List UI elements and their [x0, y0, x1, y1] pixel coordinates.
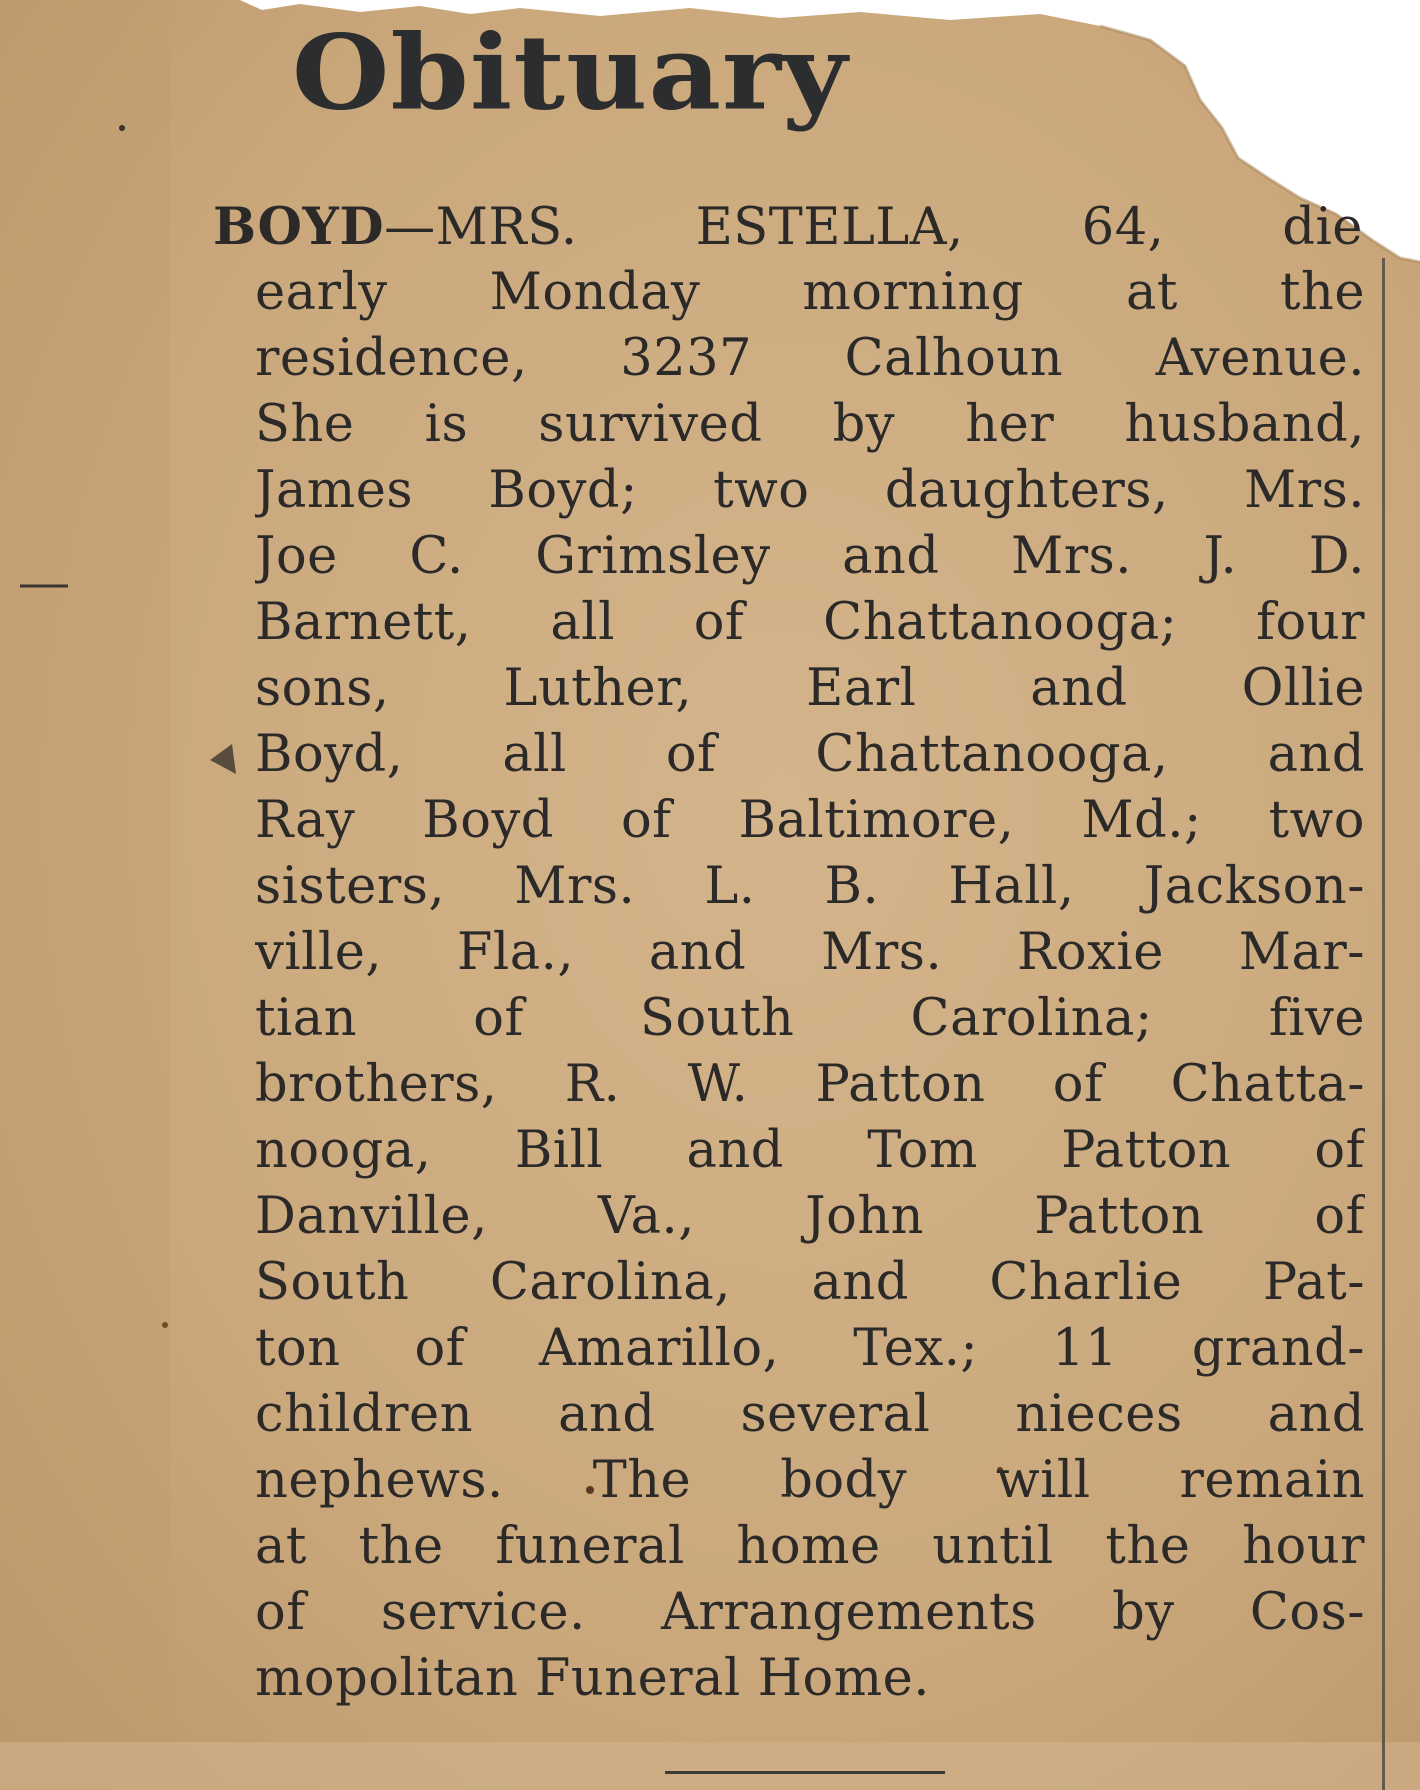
- headline: Obituary: [291, 12, 849, 134]
- article-line: [213, 196, 1363, 258]
- article-line: mopolitan Funeral Home.: [255, 1649, 930, 1708]
- paper-bottom-strip: [0, 1742, 1420, 1790]
- column-rule: [1382, 258, 1385, 1790]
- paper-left-fold: [0, 0, 170, 1790]
- article-line: Boyd, all of Chattanooga, and: [255, 725, 1365, 784]
- article-line: ton of Amarillo, Tex.; 11 grand-: [255, 1319, 1365, 1378]
- article-line: sisters, Mrs. L. B. Hall, Jackson-: [255, 857, 1365, 916]
- article-line: She is survived by her husband,: [255, 395, 1365, 454]
- article-line: tian of South Carolina; five: [255, 989, 1365, 1048]
- article-line: brothers, R. W. Patton of Chatta-: [255, 1055, 1365, 1114]
- article-line: ville, Fla., and Mrs. Roxie Mar-: [255, 923, 1365, 982]
- article-line: at the funeral home until the hour: [255, 1517, 1365, 1576]
- lead-name: BOYD: [213, 197, 385, 257]
- article-line: Joe C. Grimsley and Mrs. J. D.: [255, 527, 1365, 586]
- article-line: nooga, Bill and Tom Patton of: [255, 1121, 1365, 1180]
- article-line: of service. Arrangements by Cos-: [255, 1583, 1365, 1642]
- article-line: Ray Boyd of Baltimore, Md.; two: [255, 791, 1365, 850]
- article-line: sons, Luther, Earl and Ollie: [255, 659, 1365, 718]
- article-line: residence, 3237 Calhoun Avenue.: [255, 329, 1365, 388]
- article-line: children and several nieces and: [255, 1385, 1365, 1444]
- article-line: early Monday morning at the: [255, 263, 1365, 322]
- article-line: nephews. The body will remain: [255, 1451, 1365, 1510]
- article-line: South Carolina, and Charlie Pat-: [255, 1253, 1365, 1312]
- article-line: Barnett, all of Chattanooga; four: [255, 593, 1365, 652]
- paper-speck: [119, 125, 125, 131]
- article-line-text: —MRS. ESTELLA, 64, die: [384, 198, 1363, 257]
- article-line: James Boyd; two daughters, Mrs.: [255, 461, 1365, 520]
- footer-rule: [665, 1771, 945, 1774]
- article-line: Danville, Va., John Patton of: [255, 1187, 1365, 1246]
- paper-speck: [162, 1322, 168, 1328]
